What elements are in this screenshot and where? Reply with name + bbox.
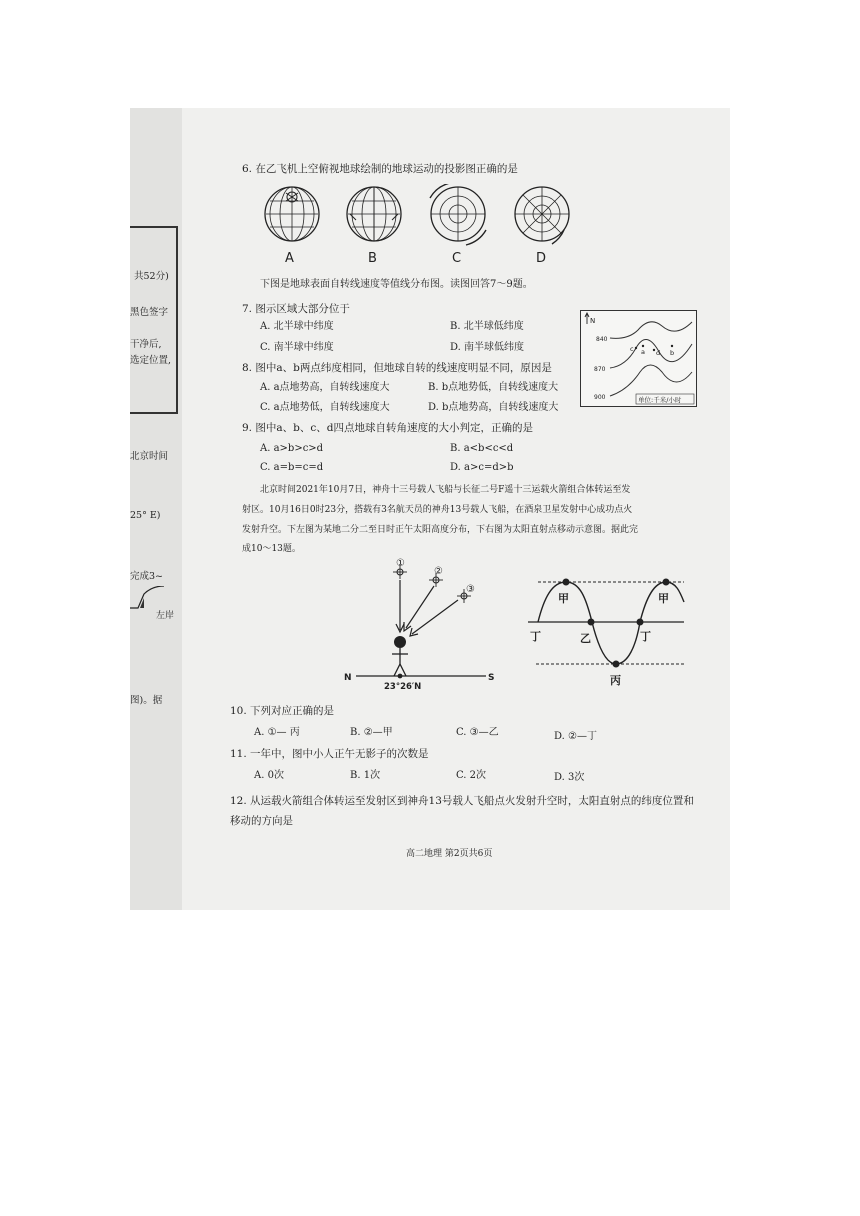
noon-sun-altitude-figure — [340, 554, 500, 690]
left-fragment: 图)。据 — [130, 695, 163, 706]
north-label: N — [344, 673, 352, 683]
sun-2-label: ② — [434, 566, 443, 577]
bing-label: 丙 — [610, 674, 621, 687]
q6-globe-diagrams — [260, 184, 570, 264]
jia-label-1: 甲 — [558, 592, 569, 605]
question-8-stem: 8. 图中a、b两点纬度相同，但地球自转的线速度明显不同，原因是 — [242, 362, 552, 374]
passage-line-2: 射区。10月16日0时23分，搭载有3名航天员的神舟13号载人飞船，在酒泉卫星发射中心成功点火 — [242, 505, 633, 515]
sun-3-label: ③ — [466, 584, 475, 595]
globe-d — [515, 187, 569, 244]
previous-page-box — [130, 226, 178, 414]
left-fragment: 北京时间 — [130, 451, 169, 462]
question-6-stem: 6. 在乙飞机上空俯视地球绘制的地球运动的投影图正确的是 — [242, 163, 518, 175]
q10-option-c: C. ③—乙 — [456, 727, 499, 738]
q8-option-d: D. b点地势高，自转线速度大 — [428, 402, 559, 413]
intro-7-9: 下图是地球表面自转线速度等值线分布图。读图回答7～9题。 — [260, 279, 533, 290]
q11-option-c: C. 2次 — [456, 770, 487, 781]
q7-option-d: D. 南半球低纬度 — [450, 342, 525, 353]
globe-c — [430, 184, 486, 245]
sun-1-label: ① — [396, 558, 405, 569]
q9-option-d: D. a>c=d>b — [450, 462, 514, 473]
q11-option-b: B. 1次 — [350, 770, 381, 781]
subsolar-point-movement-figure — [528, 572, 690, 688]
question-11-stem: 11. 一年中，图中小人正午无影子的次数是 — [230, 748, 429, 760]
globe-d-label: D — [536, 251, 547, 264]
q8-option-c: C. a点地势低，自转线速度大 — [260, 402, 390, 413]
page-footer: 高二地理 第2页共6页 — [406, 849, 493, 859]
left-fragment: 黑色签字 — [130, 307, 169, 318]
globe-b — [347, 187, 401, 241]
q9-option-b: B. a<b<c<d — [450, 443, 514, 454]
south-label: S — [488, 673, 495, 683]
left-fragment: 干净后, — [130, 339, 162, 350]
q11-option-d: D. 3次 — [554, 772, 585, 783]
contour-unit-label: 单位:千米/小时 — [638, 396, 682, 404]
left-fragment: 完成3~ — [130, 571, 164, 582]
north-arrow-label: N — [590, 317, 596, 325]
globe-a-label: A — [285, 251, 294, 264]
point-a-label: a — [641, 348, 645, 356]
q10-option-a: A. ①— 丙 — [254, 727, 300, 738]
ding-label-1: 丁 — [530, 630, 541, 643]
contour-label-870: 870 — [594, 366, 606, 373]
left-fragment: 左岸 — [156, 611, 175, 621]
q8-option-b: B. b点地势低，自转线速度大 — [428, 382, 559, 393]
q8-option-a: A. a点地势高，自转线速度大 — [260, 382, 390, 393]
person-figure — [392, 636, 408, 676]
left-fragment: 选定位置, — [130, 355, 172, 366]
q9-option-c: C. a=b=c=d — [260, 462, 324, 473]
passage-line-4: 成10～13题。 — [242, 544, 301, 554]
rotation-speed-contour-chart — [580, 310, 698, 408]
left-fragment: 25° E) — [130, 510, 161, 521]
exam-page-photo — [130, 108, 730, 910]
latitude-label: 23°26′N — [384, 682, 422, 690]
q7-option-b: B. 北半球低纬度 — [450, 321, 524, 332]
yi-label: 乙 — [580, 632, 591, 645]
passage-line-1: 北京时间2021年10月7日，神舟十三号载人飞船与长征二号F遥十三运载火箭组合体转运至发 — [260, 485, 631, 495]
q7-option-c: C. 南半球中纬度 — [260, 342, 334, 353]
q10-option-b: B. ②—甲 — [350, 727, 393, 738]
question-12-line-2: 移动的方向是 — [230, 815, 293, 827]
globe-b-label: B — [368, 251, 377, 264]
point-b-label: b — [670, 349, 675, 357]
question-9-stem: 9. 图中a、b、c、d四点地球自转角速度的大小判定，正确的是 — [242, 422, 533, 434]
left-fragment: 共52分) — [134, 271, 169, 282]
ding-label-2: 丁 — [640, 630, 651, 643]
q11-option-a: A. 0次 — [254, 770, 284, 781]
jia-label-2: 甲 — [658, 592, 669, 605]
point-c-label: c — [630, 345, 634, 353]
question-12-line-1: 12. 从运载火箭组合体转运至发射区到神舟13号载人飞船点火发射升空时，太阳直射点的纬度位置和 — [230, 795, 694, 807]
q7-option-a: A. 北半球中纬度 — [260, 321, 334, 332]
point-d-label: d — [656, 349, 661, 357]
question-7-stem: 7. 图示区域大部分位于 — [242, 303, 350, 315]
globe-a — [265, 187, 319, 241]
q10-option-d: D. ②—丁 — [554, 731, 597, 742]
contour-label-900: 900 — [594, 394, 606, 401]
contour-label-840: 840 — [596, 336, 608, 343]
q9-option-a: A. a>b>c>d — [260, 443, 324, 454]
globe-c-label: C — [452, 251, 462, 264]
question-10-stem: 10. 下列对应正确的是 — [230, 705, 335, 717]
passage-line-3: 发射升空。下左图为某地二分二至日时正午太阳高度分布，下右图为太阳直射点移动示意图。据此完 — [242, 525, 639, 535]
